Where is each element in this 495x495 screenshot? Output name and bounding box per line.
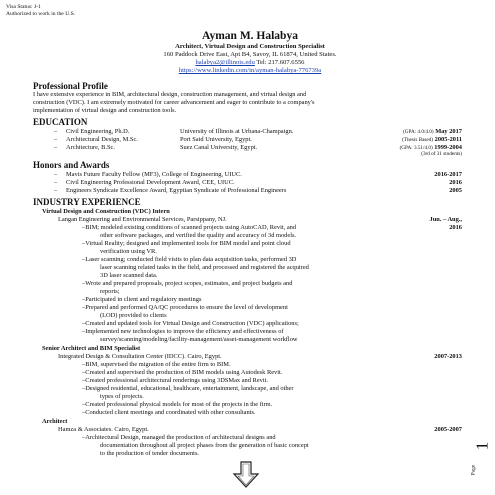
job-duty: –Participated in client and regulatory meetings [82, 296, 202, 303]
job-duty: (LOD) provided to clients [100, 312, 167, 319]
education-note: (GPA: 4.0/4.0) [403, 129, 434, 135]
contact-line [60, 59, 440, 67]
job-company: Integrated Design & Consultation Center (IDCC). Cairo, Egypt. [58, 353, 222, 360]
job-date: 2007-2013 [434, 353, 462, 360]
experience-heading: INDUSTRY EXPERIENCE [33, 197, 141, 207]
education-degree: Civil Engineering, Ph.D. [66, 128, 130, 135]
visa-status [6, 4, 75, 18]
page-number [470, 437, 494, 487]
education-year: 1999-2004 [434, 144, 462, 151]
honor-bullet: – [54, 187, 58, 194]
education-year: May 2017 [435, 128, 462, 135]
job-duty: other software packages, and verified the quality and accuracy of 3d models. [100, 232, 297, 239]
resume-header [60, 30, 440, 75]
job-duty: –Conducted client meetings and coordinated with other consultants. [82, 409, 256, 416]
education-note: (GPA: 3.51/4.0) [399, 145, 433, 151]
job-duty: –BIM, supervised the migration of the entire firm to BIM. [82, 361, 231, 368]
honors-heading: Honors and Awards [33, 160, 110, 170]
education-degree: Architectural Design, M.Sc. [66, 136, 138, 143]
job-role: Senior Architect and BIM Specialist [42, 345, 141, 352]
job-duty: reports; [100, 288, 120, 295]
job-duty: –Created and supervised the production of BIM models using Autodesk Revit. [82, 369, 283, 376]
job-duty: documentation throughout all project phases from the generation of basic concept [100, 442, 309, 449]
education-school: Port Said University, Egypt. [180, 136, 252, 143]
job-role: Virtual Design and Construction (VDC) Intern [42, 208, 170, 215]
job-duty: –BIM; modeled existing conditions of scanned projects using AutoCAD, Revit, and [82, 224, 297, 231]
honor-year: 2016 [449, 179, 462, 186]
email-link[interactable]: halabya2@illinois.edu [195, 59, 255, 66]
honor-bullet: – [54, 179, 58, 186]
education-year: 2005-2011 [434, 136, 462, 143]
candidate-title: Architect, Virtual Design and Construction Specialist [175, 43, 325, 50]
candidate-address: 160 Paddock Drive East, Apt B4, Savoy, IL 61874, United States. [163, 51, 337, 58]
candidate-name: Ayman M. Halabya [202, 30, 298, 42]
education-heading: EDUCATION [33, 117, 88, 127]
job-role: Architect [42, 418, 68, 425]
education-note: (Thesis Based) [402, 137, 434, 143]
job-duty: laser scanning related tasks in the field, and processed and registered the acquired [100, 264, 309, 271]
job-date: Jun. – Aug., [429, 216, 462, 223]
education-school: University of Illinois at Urbana-Champaign. [180, 128, 294, 135]
job-duty: survey/scanning/modeling/facility-management/asset-management workflow [100, 336, 298, 343]
linkedin-link[interactable]: https://www.linkedin.com/in/ayman-halabya-776739a [178, 67, 322, 74]
honor-text: Mavis Future Faculty Fellow (MF3), College of Engineering, UIUC. [66, 171, 242, 178]
job-duty: –Designed residential, educational, healthcare, entertainment, landscape, and other [82, 385, 294, 392]
phone-number: Tel: 217.607.6556 [256, 59, 305, 66]
job-duty: –Created professional architectural renderings using 3DSMax and Revit. [82, 377, 268, 384]
job-duty: verification using VR. [100, 248, 157, 255]
honor-text: Engineers Syndicate Excellence Award, Egyptian Syndicate of Professional Engineers [66, 187, 287, 194]
page-number-value: 1 [472, 441, 492, 451]
education-degree: Architecture, B.Sc. [66, 144, 115, 151]
arrow-down-icon [231, 460, 261, 490]
education-bullet: – [54, 128, 58, 135]
job-duty: –Laser scanning; conducted field visits to plan data acquisition tasks, performed 3D [82, 256, 297, 263]
job-duty: –Implemented new technologies to improve the efficiency and effectiveness of [82, 328, 284, 335]
job-company: Langan Engineering and Environmental Services, Parsippany, NJ. [58, 216, 227, 223]
job-duty: 3D laser scanned data. [100, 272, 158, 279]
honor-bullet: – [54, 171, 58, 178]
work-authorization-line: Authorized to work in the U.S. [6, 11, 76, 17]
job-duty: types of projects. [100, 393, 144, 400]
job-duty: –Created and updated tools for Virtual Design and Construction (VDC) applications; [82, 320, 299, 327]
job-duty: –Created professional physical models for most of the projects in the firm. [82, 401, 273, 408]
job-duty: –Prepared and performed QA/QC procedures to ensure the level of development [82, 304, 288, 311]
honor-year: 2005 [449, 187, 462, 194]
honor-text: Civil Engineering Professional Development Award, CEE, UIUC. [66, 179, 235, 186]
education-bullet: – [54, 144, 58, 151]
profile-heading: Professional Profile [33, 81, 108, 91]
honor-year: 2016-2017 [434, 171, 462, 178]
job-company: Hamza & Associates. Cairo, Egypt. [58, 426, 149, 433]
job-date: 2016 [449, 224, 462, 231]
visa-line: Visa Status: J-1 [6, 4, 41, 10]
education-bullet: – [54, 136, 58, 143]
education-school: Suez Canal University, Egypt. [180, 144, 258, 151]
job-date: 2005-2007 [434, 426, 462, 433]
job-duty: –Architectural Design, managed the production of architectural designs and [82, 434, 276, 441]
job-duty: –Wrote and prepared proposals, project scopes, estimates, and project budgets and [82, 280, 293, 287]
job-duty: –Virtual Reality; designed and implemented tools for BIM model and point cloud [82, 240, 291, 247]
profile-line: implementation of virtual design and construction tools. [33, 107, 177, 114]
job-duty: to the production of tender documents. [100, 450, 200, 457]
education-rank: (3rd of 31 students) [421, 151, 462, 157]
page-label: Page [470, 464, 477, 476]
profile-line: construction (VDC). I am extremely motivated for career advancement and eager to contribute to a company's [33, 99, 315, 106]
profile-line: I have extensive experience in BIM, architectural design, construction management, and virtual design and [33, 91, 307, 98]
